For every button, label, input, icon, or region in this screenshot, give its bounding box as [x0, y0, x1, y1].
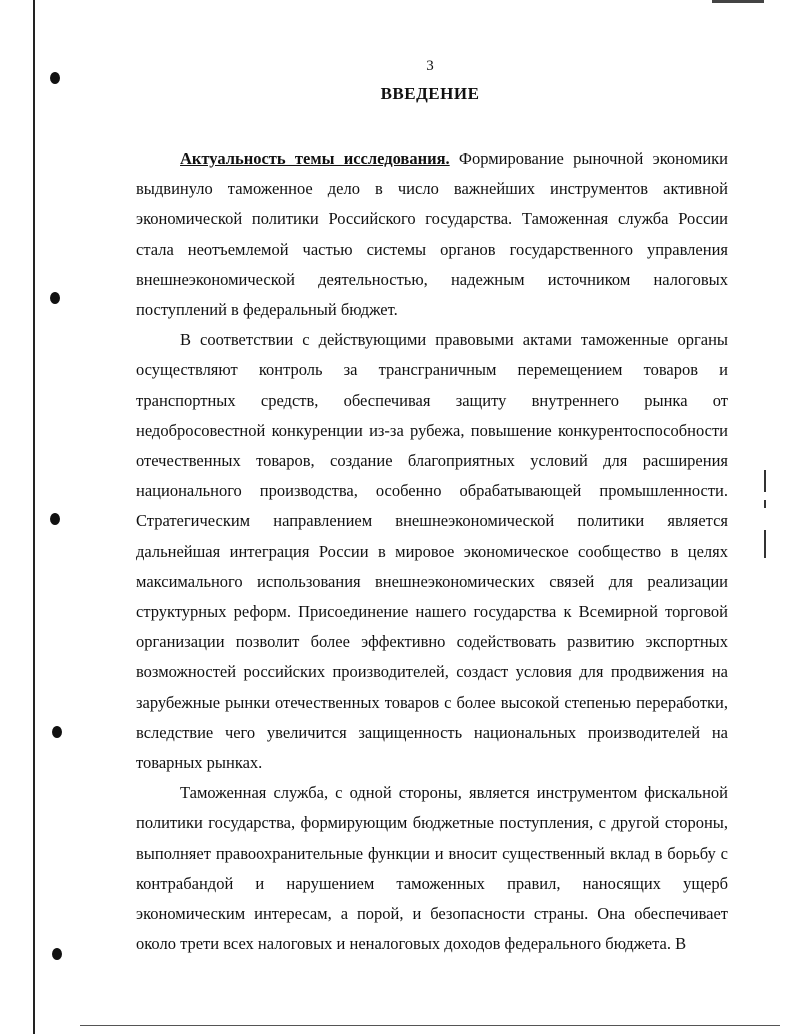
margin-mark — [764, 530, 766, 558]
paragraph-lead-in: Актуальность темы исследования. — [180, 149, 450, 168]
paragraph: В соответствии с действующими правовыми актами таможенные органы осуществляют контроль за трансграничным перемещением товаров и транспортных средств, обеспечивая защиту внутреннего рынка от недобросовестной конкуренции из-за рубежа, повышение конкурентоспособности отечественных товаров, создание благоприятных условий для расширения национального производства, особенно обрабатывающей промышленности. Стратегическим направлением внешнеэкономической политики является дальнейшая интеграция России в мировое экономическое сообщество в целях максимального использования внешнеэкономических связей для реализации структурных реформ. Присоединение нашего государства к Всемирной торговой организации позволит более эффективно содействовать развитию экспортных возможностей российских производителей, создаст условия для продвижения на зарубежные рынки отечественных товаров с более высокой степенью переработки, вследствие чего увеличится защищенность национальных производителей на товарных рынках. — [136, 330, 728, 773]
paragraph: Таможенная служба, с одной стороны, является инструментом фискальной политики государства, формирующим бюджетные поступления, с другой стороны, выполняет правоохранительные функции и вносит существенный вклад в борьбу с контрабандой и нарушением таможенных правил, наносящих ущерб экономическим интересам, а порой, и безопасности страны. Она обеспечивает около трети всех налоговых и неналоговых доходов федерального бюджета. В — [136, 783, 728, 954]
scan-mark-top — [712, 0, 764, 3]
binding-hole-4 — [52, 726, 62, 738]
paragraph-text: Формирование рыночной экономики выдвинуло таможенное дело в число важнейших инструментов активной экономической политики Российского государства. Таможенная служба России стала неотъемлемой частью системы органов государственного управления внешнеэкономической деятельностью, надежным источником налоговых поступлений в федеральный бюджет. — [136, 149, 729, 320]
margin-mark — [764, 500, 766, 508]
scan-edge-left — [33, 0, 35, 1034]
paragraph — [136, 144, 728, 325]
binding-hole-5 — [52, 948, 62, 960]
binding-hole-3 — [50, 513, 60, 525]
margin-mark — [764, 470, 766, 492]
section-heading: ВВЕДЕНИЕ — [380, 84, 480, 103]
document-body — [136, 144, 728, 959]
scan-edge-bottom — [80, 1025, 780, 1026]
binding-hole-2 — [50, 292, 60, 304]
page-number: 3 — [426, 58, 434, 74]
